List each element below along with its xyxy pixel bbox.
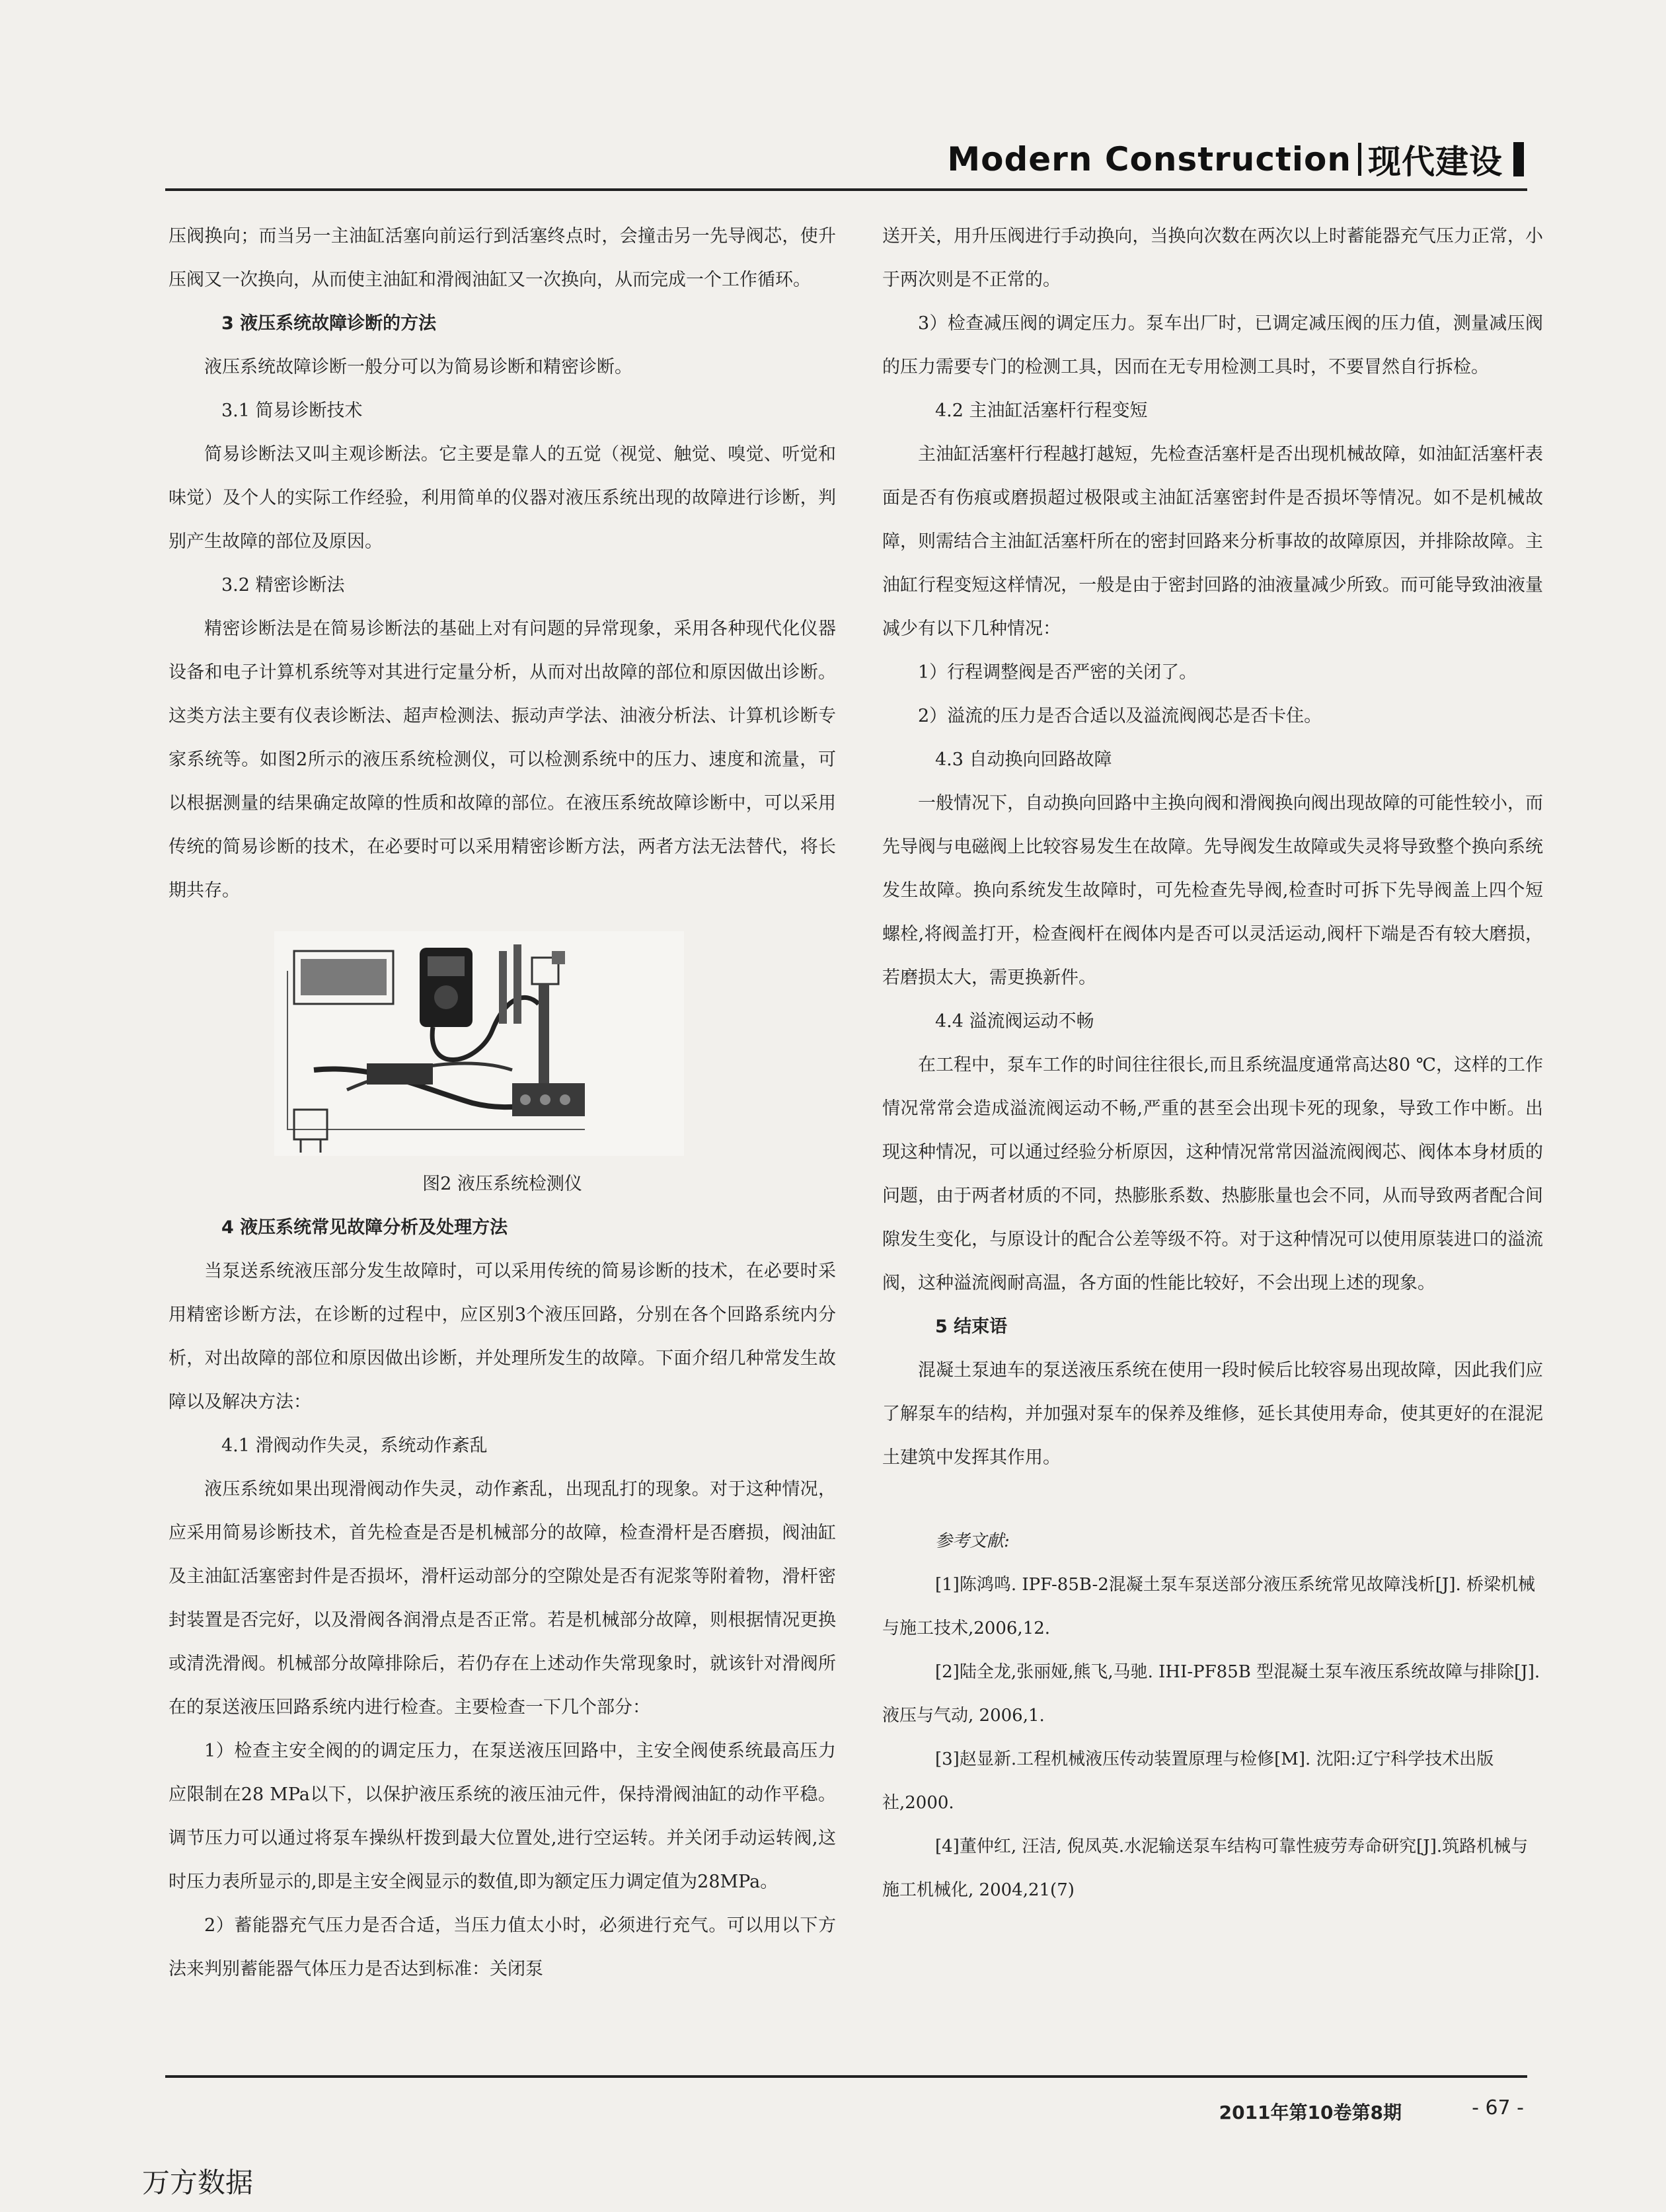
reference-item: [2]陆全龙,张丽娅,熊飞,马驰. IHI-PF85B 型混凝土泵车液压系统故障与排除[J].液压与气动, 2006,1. [882,1662,1540,1726]
issue-info: 2011年第10卷第8期 [1219,2102,1402,2123]
paragraph: 送开关，用升压阀进行手动换向，当换向次数在两次以上时蓄能器充气压力正常，小于两次则是不正常的。 [882,226,1543,290]
section-heading-3: 3 液压系统故障诊断的方法 [221,313,437,334]
watermark: 万方数据 [142,2166,254,2199]
journal-title-cn: 现代建设 [1368,143,1503,181]
paragraph: 液压系统如果出现滑阀动作失灵，动作紊乱，出现乱打的现象。对于这种情况，应采用简易诊断技术，首先检查是否是机械部分的故障，检查滑杆是否磨损，阀油缸及主油缸活塞密封件是否损坏，滑杆运动部分的空隙处是否有泥浆等附着物，滑杆密封装置是否完好，以及滑阀各润滑点是否正常。若是机械部分故障，则根据情况更换或清洗滑阀。机械部分故障排除后，若仍存在上述动作失常现象时，就该针对滑阀所在的泵送液压回路系统内进行检查。主要检查一下几个部分： [169,1479,836,1718]
references-title: 参考文献: [935,1531,1010,1551]
paragraph: 压阀换向；而当另一主油缸活塞向前运行到活塞终点时，会撞击另一先导阀芯，使升压阀又一次换向，从而使主油缸和滑阀油缸又一次换向，从而完成一个工作循环。 [169,226,836,290]
subsection-heading-3-2: 3.2 精密诊断法 [221,575,345,595]
right-column [882,215,1543,1912]
paragraph: 1）行程调整阀是否严密的关闭了。 [918,662,1197,683]
subsection-heading-4-2: 4.2 主油缸活塞杆行程变短 [935,400,1148,421]
reference-item: [4]董仲红, 汪洁, 倪凤英.水泥输送泵车结构可靠性疲劳寿命研究[J].筑路机械与施工机械化, 2004,21(7) [882,1837,1529,1900]
paragraph: 精密诊断法是在简易诊断法的基础上对有问题的异常现象，采用各种现代化仪器设备和电子计算机系统等对其进行定量分析，从而对出故障的部位和原因做出诊断。这类方法主要有仪表诊断法、超声检测法、振动声学法、油液分析法、计算机诊断专家系统等。如图2所示的液压系统检测仪，可以检测系统中的压力、速度和流量，可以根据测量的结果确定故障的性质和故障的部位。在液压系统故障诊断中，可以采用传统的简易诊断的技术，在必要时可以采用精密诊断方法，两者方法无法替代，将长期共存。 [169,619,836,901]
figure-hydraulic-tester [274,931,684,1156]
page-number: - 67 - [1472,2096,1524,2119]
subsection-heading-4-1: 4.1 滑阀动作失灵，系统动作紊乱 [221,1435,488,1456]
journal-title-en: Modern Construction [947,140,1351,178]
figure-caption: 图2 液压系统检测仪 [422,1174,582,1194]
paragraph: 1）检查主安全阀的的调定压力，在泵送液压回路中，主安全阀使系统最高压力应限制在28 MPa以下，以保护液压系统的液压油元件，保持滑阀油缸的动作平稳。调节压力可以通过将泵车操纵杆拨到最大位置处,进行空运转。并关闭手动运转阀,这时压力表所显示的,即是主安全阀显示的数值,即为额定压力调定值为28MPa。 [169,1741,836,1892]
paragraph: 混凝土泵迪车的泵送液压系统在使用一段时候后比较容易出现故障，因此我们应了解泵车的结构，并加强对泵车的保养及维修，延长其使用寿命，使其更好的在混泥土建筑中发挥其作用。 [882,1360,1543,1468]
paragraph: 2）溢流的压力是否合适以及溢流阀阀芯是否卡住。 [918,706,1322,726]
footer-rule [165,2075,1527,2078]
reference-item: [3]赵显新.工程机械液压传动装置原理与检修[M]. 沈阳:辽宁科学技术出版社,2000. [882,1749,1494,1813]
left-column [169,215,836,1991]
header-block-mark [1513,142,1524,176]
paragraph: 当泵送系统液压部分发生故障时，可以采用传统的简易诊断的技术，在必要时采用精密诊断方法，在诊断的过程中，应区别3个液压回路，分别在各个回路系统内分析，对出故障的部位和原因做出诊断，并处理所发生的故障。下面介绍几种常发生故障以及解决方法： [169,1261,836,1412]
paragraph: 主油缸活塞杆行程越打越短，先检查活塞杆是否出现机械故障，如油缸活塞杆表面是否有伤痕或磨损超过极限或主油缸活塞密封件是否损坏等情况。如不是机械故障，则需结合主油缸活塞杆所在的密封回路来分析事故的故障原因，并排除故障。主油缸行程变短这样情况，一般是由于密封回路的油液量减少所致。而可能导致油液量减少有以下几种情况： [882,444,1543,639]
header-rule [165,188,1527,191]
paragraph: 在工程中，泵车工作的时间往往很长,而且系统温度通常高达80 ℃，这样的工作情况常常会造成溢流阀运动不畅,严重的甚至会出现卡死的现象，导致工作中断。出现这种情况，可以通过经验分析原因，这种情况常常因溢流阀阀芯、阀体本身材质的问题，由于两者材质的不同，热膨胀系数、热膨胀量也会不同，从而导致两者配合间隙发生变化，与原设计的配合公差等级不符。对于这种情况可以使用原装进口的溢流阀，这种溢流阀耐高温，各方面的性能比较好，不会出现上述的现象。 [882,1055,1543,1293]
paragraph: 2）蓄能器充气压力是否合适，当压力值太小时，必须进行充气。可以用以下方法来判别蓄能器气体压力是否达到标准：关闭泵 [169,1915,836,1979]
reference-item: [1]陈鸿鸣. IPF-85B-2混凝土泵车泵送部分液压系统常见故障浅析[J]. 桥梁机械与施工技术,2006,12. [882,1575,1536,1638]
section-heading-4: 4 液压系统常见故障分析及处理方法 [221,1217,508,1238]
paragraph: 3）检查减压阀的调定压力。泵车出厂时，已调定减压阀的压力值，测量减压阀的压力需要专门的检测工具，因而在无专用检测工具时，不要冒然自行拆检。 [882,313,1543,377]
paragraph: 液压系统故障诊断一般分可以为简易诊断和精密诊断。 [204,357,632,377]
header-separator [1358,143,1361,176]
journal-header [947,135,1524,183]
subsection-heading-4-4: 4.4 溢流阀运动不畅 [935,1011,1094,1032]
section-heading-5: 5 结束语 [935,1316,1008,1337]
subsection-heading-4-3: 4.3 自动换向回路故障 [935,749,1112,770]
paragraph: 一般情况下，自动换向回路中主换向阀和滑阀换向阀出现故障的可能性较小，而先导阀与电磁阀上比较容易发生在故障。先导阀发生故障或失灵将导致整个换向系统发生故障。换向系统发生故障时，可先检查先导阀,检查时可拆下先导阀盖上四个短螺栓,将阀盖打开，检查阀杆在阀体内是否可以灵活运动,阀杆下端是否有较大磨损，若磨损太大，需更换新件。 [882,793,1543,988]
hydraulic-tester-illustration [274,931,684,1156]
paragraph: 简易诊断法又叫主观诊断法。它主要是靠人的五觉（视觉、触觉、嗅觉、听觉和味觉）及个人的实际工作经验，利用简单的仪器对液压系统出现的故障进行诊断，判别产生故障的部位及原因。 [169,444,836,552]
subsection-heading-3-1: 3.1 简易诊断技术 [221,400,363,421]
